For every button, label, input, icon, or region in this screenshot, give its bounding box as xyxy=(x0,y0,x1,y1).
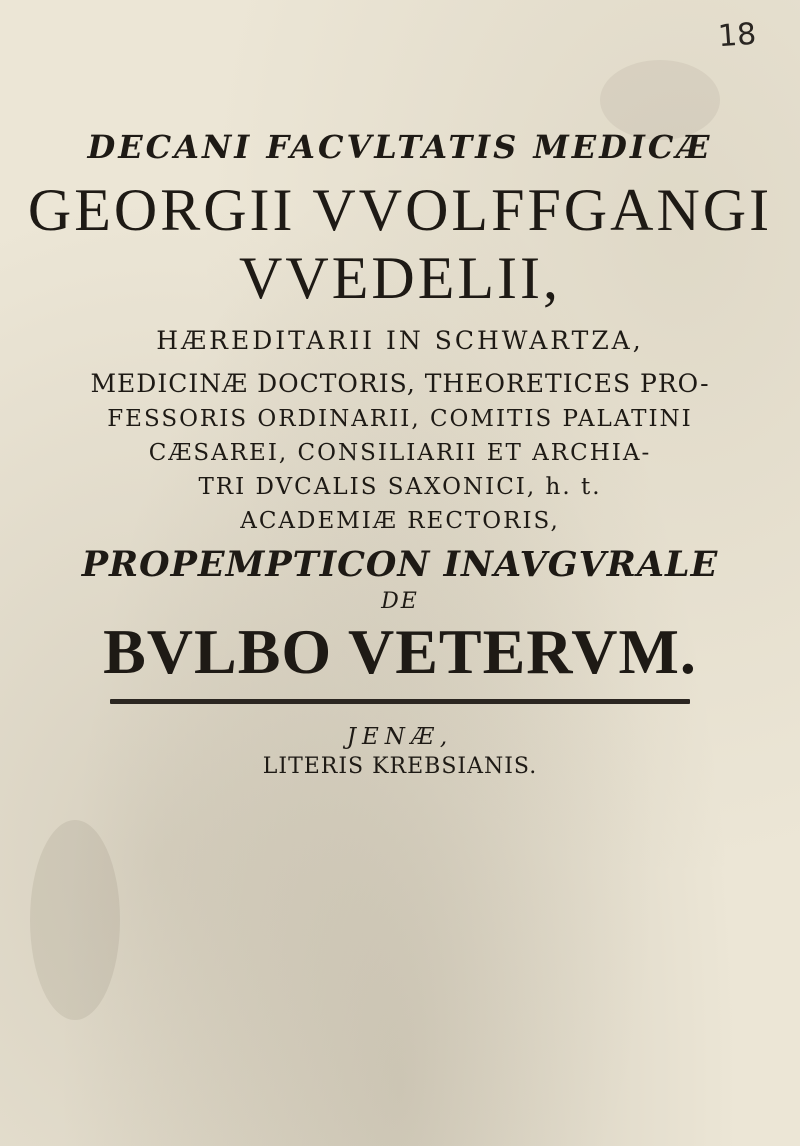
author-given-names: GEORGII VVOLFFGANGI xyxy=(27,177,773,243)
author-title-line: CÆSAREI, CONSILIARII ET ARCHIA- xyxy=(148,440,652,466)
imprint-place: JENÆ, xyxy=(346,724,454,751)
author-surname: VVEDELII, xyxy=(239,245,561,311)
shelfmark: 18 xyxy=(716,16,758,55)
imprint-printer: LITERIS KREBSIANIS. xyxy=(262,754,538,780)
work-title: BVLBO VETERVM. xyxy=(103,616,697,687)
work-preposition: DE xyxy=(381,589,419,614)
author-title-line: ACADEMIÆ RECTORIS, xyxy=(240,508,560,534)
author-title-line: HÆREDITARII IN SCHWARTZA, xyxy=(156,326,644,355)
author-title-line: MEDICINÆ DOCTORIS, THEORETICES PRO- xyxy=(90,369,710,398)
divider-rule xyxy=(110,699,690,704)
title-block xyxy=(0,128,800,779)
author-title-line: FESSORIS ORDINARII, COMITIS PALATINI xyxy=(107,406,693,432)
dean-heading: DECANI FACVLTATIS MEDICÆ xyxy=(87,128,713,166)
work-genre: PROPEMPTICON INAVGVRALE xyxy=(81,544,719,585)
author-title-line: TRI DVCALIS SAXONICI, h. t. xyxy=(198,474,602,500)
paper-stain xyxy=(30,820,120,1020)
